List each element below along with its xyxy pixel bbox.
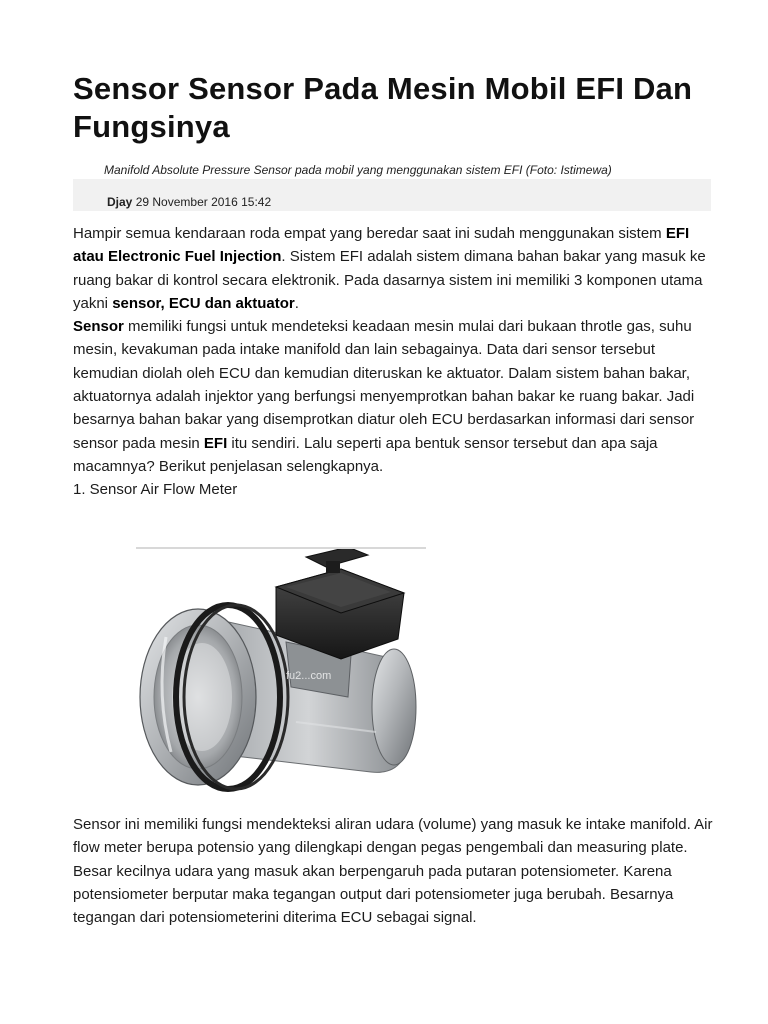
- image-top-border: [136, 547, 426, 549]
- air-flow-meter-illustration: [136, 547, 426, 799]
- sensor-text-1: memiliki fungsi untuk mendeteksi keadaan mesin mulai dari bukaan throtle gas, suhu mesin, kevakuman pada intake manifold dan lain sebagainya. Data dari sensor tersebut kemudian diolah oleh ECU dan kemudian diteruskan ke aktuator. Dalam sistem bahan bakar, aktuatornya adalah injektor yang berfungsi menyemprotkan bahan bakar ke ruang bakar. Jadi besarnya bahan bakar yang disemprotkan diatur oleh ECU berdasarkan informasi dari sensor sensor pada mesin: [73, 318, 695, 452]
- sensor-bold-efi: EFI: [203, 434, 228, 452]
- intro-text-3: .: [294, 294, 299, 312]
- air-flow-meter-description: [73, 813, 713, 929]
- author-link[interactable]: Djay: [107, 195, 133, 209]
- air-flow-meter-paragraph: Sensor ini memiliki fungsi mendekteksi aliran udara (volume) yang masuk ke intake manifold. Air flow meter berupa potensio yang dilengkapi dengan pegas pengembali dan measuring plate. Besar kecilnya udara yang masuk akan berpengaruh pada putaran potensiometer. Karena potensiometer berputar maka tegangan output dari potensiometer juga berubah. Besarnya tegangan dari potensiometerini diterima ECU sebagai signal.: [73, 816, 713, 927]
- article-meta-bar: [73, 179, 711, 211]
- article-meta: [107, 195, 271, 209]
- air-flow-meter-image: [136, 547, 426, 799]
- intro-bold-components: sensor, ECU dan aktuator: [112, 294, 295, 312]
- section-heading-air-flow-meter: 1. Sensor Air Flow Meter: [73, 481, 238, 499]
- article-title: Sensor Sensor Pada Mesin Mobil EFI Dan Fungsinya: [73, 71, 693, 144]
- image-watermark: fu2...com: [286, 670, 332, 682]
- intro-text-1: Hampir semua kendaraan roda empat yang beredar saat ini sudah menggunakan sistem: [73, 225, 666, 242]
- publish-date: 29 November 2016 15:42: [135, 195, 272, 209]
- intro-text-2: . Sistem EFI adalah sistem dimana bahan bakar yang masuk ke ruang bakar di kontrol secara elektronik. Pada dasarnya sistem ini memiliki 3 komponen utama yakni: [73, 248, 706, 312]
- intro-paragraph: [73, 222, 713, 315]
- sensor-bold-label: Sensor: [73, 318, 124, 336]
- sensor-text-2: itu sendiri. Lalu seperti apa bentuk sensor tersebut dan apa saja macamnya? Berikut penjelasan selengkapnya.: [73, 434, 658, 475]
- photo-caption: Manifold Absolute Pressure Sensor pada mobil yang menggunakan sistem EFI (Foto: Istimewa): [104, 163, 612, 177]
- intro-bold-efi: EFI atau Electronic Fuel Injection: [73, 225, 690, 266]
- sensor-paragraph: [73, 315, 713, 478]
- article-body: [73, 222, 713, 502]
